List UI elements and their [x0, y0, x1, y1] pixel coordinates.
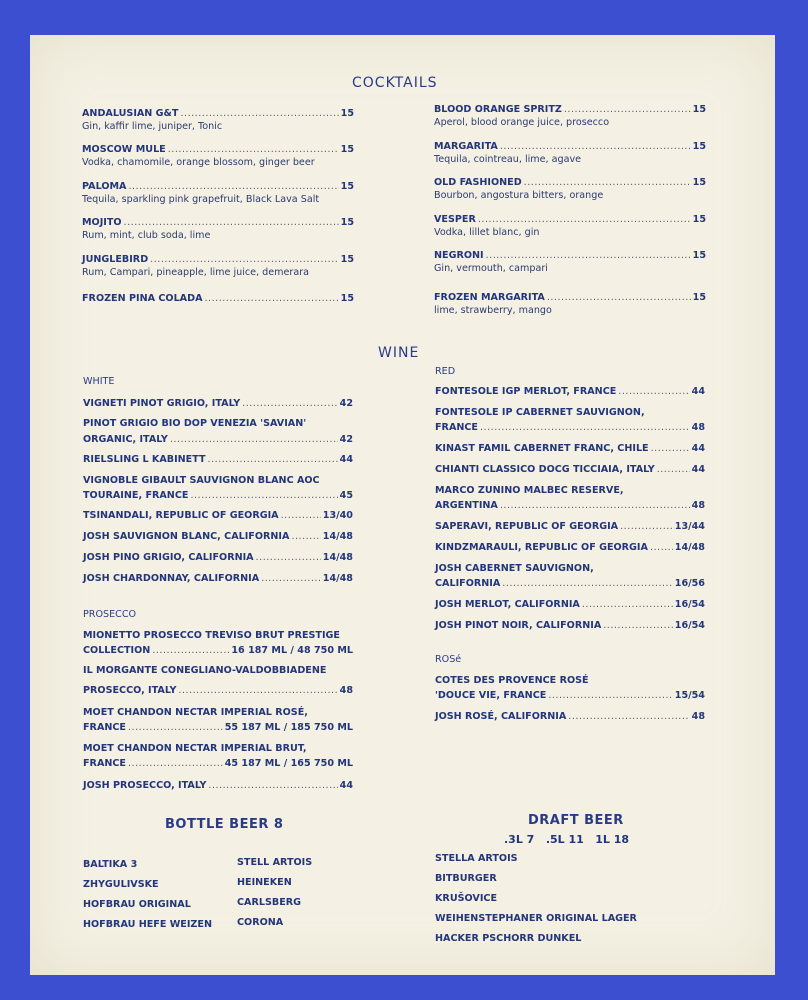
- beer-item: KRUŠOVICE: [435, 893, 498, 904]
- wine-price: 42: [339, 434, 353, 445]
- cocktail-price: 15: [340, 254, 354, 265]
- wine-price: 16/54: [674, 599, 705, 610]
- wine-name: FRANCE: [83, 758, 126, 769]
- menu-page: [30, 35, 775, 975]
- wine-name: CALIFORNIA: [435, 578, 501, 589]
- beer-item: CARLSBERG: [237, 897, 302, 908]
- beer-item: HOFBRAU HEFE WEIZEN: [83, 919, 212, 930]
- red-label: RED: [435, 366, 456, 377]
- cocktail-desc: Tequila, sparkling pink grapefruit, Black Lava Salt: [82, 194, 320, 205]
- cocktail-price: 15: [692, 214, 706, 225]
- cocktail-name: OLD FASHIONED: [434, 177, 522, 188]
- wine-name-line1: PINOT GRIGIO BIO DOP VENEZIA 'SAVIAN': [83, 418, 307, 429]
- beer-item: STELL ARTOIS: [237, 857, 313, 868]
- wine-item: [83, 664, 353, 697]
- wine-item: [83, 742, 353, 770]
- wine-name-line1: COTES DES PROVENCE ROSÉ: [435, 675, 589, 686]
- cocktail-item: [434, 291, 706, 317]
- wine-price: 16/54: [674, 620, 705, 631]
- wine-item: [83, 629, 353, 657]
- cocktail-item: [434, 176, 706, 202]
- cocktail-price: 15: [692, 104, 706, 115]
- wine-item: [83, 530, 353, 543]
- wine-name: FONTESOLE IGP MERLOT, FRANCE: [435, 386, 617, 397]
- cocktail-desc: lime, strawberry, mango: [434, 305, 552, 316]
- cocktail-desc: Aperol, blood orange juice, prosecco: [434, 117, 610, 128]
- wine-name: JOSH PINOT NOIR, CALIFORNIA: [435, 620, 602, 631]
- cocktail-item: [434, 249, 706, 275]
- wine-price: 13/40: [322, 510, 353, 521]
- cocktail-item: [434, 213, 706, 239]
- wine-item: [83, 779, 353, 792]
- wine-name: SAPERAVI, REPUBLIC OF GEORGIA: [435, 521, 619, 532]
- cocktail-name: PALOMA: [82, 181, 127, 192]
- cocktail-item: [82, 292, 354, 305]
- wine-price: 14/48: [322, 573, 353, 584]
- cocktail-item: [82, 216, 354, 242]
- rose-label: ROSé: [435, 654, 462, 665]
- cocktail-price: 15: [340, 108, 354, 119]
- wine-price: 14/48: [322, 531, 353, 542]
- wine-price: 44: [339, 454, 353, 465]
- wine-price: 14/48: [322, 552, 353, 563]
- beer-item: CORONA: [237, 917, 284, 928]
- cocktail-desc: Vodka, chamomile, orange blossom, ginger beer: [82, 157, 315, 168]
- bottle-beer-col2: [237, 853, 387, 933]
- wine-item: [83, 572, 353, 585]
- beer-item: HACKER PSCHORR DUNKEL: [435, 933, 582, 944]
- wine-item: [83, 397, 353, 410]
- wine-name: PROSECCO, ITALY: [83, 685, 177, 696]
- wine-name: 'DOUCE VIE, FRANCE: [435, 690, 547, 701]
- wine-price: 44: [691, 443, 705, 454]
- cocktail-name: MOJITO: [82, 217, 122, 228]
- wine-name: JOSH CHARDONNAY, CALIFORNIA: [83, 573, 260, 584]
- bottle-beer-col1: [83, 855, 233, 935]
- draft-beer-sizes: .3L 7 .5L 11 1L 18: [504, 833, 630, 846]
- wine-name-line1: JOSH CABERNET SAUVIGNON,: [435, 563, 594, 574]
- wine-price: 44: [691, 386, 705, 397]
- cocktail-name: BLOOD ORANGE SPRITZ: [434, 104, 562, 115]
- wine-item: [83, 509, 353, 522]
- cocktail-desc: Gin, kaffir lime, juniper, Tonic: [82, 121, 223, 132]
- wine-item: [83, 706, 353, 734]
- beer-item: BALTIKA 3: [83, 859, 138, 870]
- wine-name: JOSH SAUVIGNON BLANC, CALIFORNIA: [83, 531, 290, 542]
- wine-name: JOSH MERLOT, CALIFORNIA: [435, 599, 580, 610]
- beer-item: ZHYGULIVSKE: [83, 879, 159, 890]
- draft-beer-title: DRAFT BEER: [528, 813, 624, 828]
- wine-item: [435, 484, 705, 512]
- wine-name: RIELSLING L KABINETT: [83, 454, 206, 465]
- wine-name: TOURAINE, FRANCE: [83, 490, 189, 501]
- wine-name: KINDZMARAULI, REPUBLIC OF GEORGIA: [435, 542, 648, 553]
- wine-name: KINAST FAMIL CABERNET FRANC, CHILE: [435, 443, 649, 454]
- wine-price: 16 187 ML / 48 750 ML: [231, 645, 353, 656]
- wine-name: ARGENTINA: [435, 500, 498, 511]
- wine-name: JOSH ROSÉ, CALIFORNIA: [435, 711, 567, 722]
- cocktail-item: [82, 107, 354, 133]
- cocktail-price: 15: [340, 144, 354, 155]
- wine-price: 16/56: [674, 578, 705, 589]
- wine-name-line1: MIONETTO PROSECCO TREVISO BRUT PRESTIGE: [83, 630, 340, 641]
- wine-name: CHIANTI CLASSICO DOCG TICCIAIA, ITALY: [435, 464, 655, 475]
- cocktail-price: 15: [340, 293, 354, 304]
- beer-item: BITBURGER: [435, 873, 497, 884]
- wine-name-line1: MOET CHANDON NECTAR IMPERIAL ROSÉ,: [83, 707, 308, 718]
- wine-name: TSINANDALI, REPUBLIC OF GEORGIA: [83, 510, 279, 521]
- wine-price: 45 187 ML / 165 750 ML: [224, 758, 353, 769]
- beer-item: STELLA ARTOIS: [435, 853, 518, 864]
- wine-price: 48: [691, 500, 705, 511]
- wine-item: [83, 417, 353, 446]
- wine-name: COLLECTION: [83, 645, 151, 656]
- cocktail-name: MARGARITA: [434, 141, 498, 152]
- wine-item: [83, 453, 353, 466]
- bottle-beer-title: BOTTLE BEER 8: [165, 817, 284, 832]
- beer-item: WEIHENSTEPHANER ORIGINAL LAGER: [435, 913, 637, 924]
- cocktail-name: MOSCOW MULE: [82, 144, 166, 155]
- wine-name-line1: VIGNOBLE GIBAULT SAUVIGNON BLANC AOC: [83, 475, 320, 486]
- wine-price: 48: [339, 685, 353, 696]
- cocktail-desc: Rum, Campari, pineapple, lime juice, demerara: [82, 267, 310, 278]
- cocktail-item: [82, 143, 354, 169]
- wine-item: [83, 551, 353, 564]
- wine-item: [435, 674, 705, 702]
- cocktail-price: 15: [692, 177, 706, 188]
- wine-item: [435, 463, 705, 476]
- wine-price: 48: [691, 422, 705, 433]
- wine-price: 45: [339, 490, 353, 501]
- cocktail-desc: Bourbon, angostura bitters, orange: [434, 190, 604, 201]
- wine-price: 48: [691, 711, 705, 722]
- cocktail-price: 15: [692, 292, 706, 303]
- wine-price: 42: [339, 398, 353, 409]
- wine-item: [435, 598, 705, 611]
- wine-item: [435, 710, 705, 723]
- wine-name: FRANCE: [435, 422, 478, 433]
- beer-item: HEINEKEN: [237, 877, 292, 888]
- cocktail-item: [434, 103, 706, 129]
- wine-name: VIGNETI PINOT GRIGIO, ITALY: [83, 398, 241, 409]
- wine-item: [435, 520, 705, 533]
- cocktail-price: 15: [340, 217, 354, 228]
- prosecco-label: PROSECCO: [83, 609, 137, 620]
- wine-price: 44: [339, 780, 353, 791]
- cocktail-name: VESPER: [434, 214, 476, 225]
- wine-name: FRANCE: [83, 722, 126, 733]
- wine-price: 15/54: [674, 690, 705, 701]
- cocktail-desc: Tequila, cointreau, lime, agave: [434, 154, 582, 165]
- wine-price: 44: [691, 464, 705, 475]
- wine-item: [435, 619, 705, 632]
- wine-name-line1: MARCO ZUNINO MALBEC RESERVE,: [435, 485, 624, 496]
- cocktail-desc: Rum, mint, club soda, lime: [82, 230, 211, 241]
- cocktails-title: COCKTAILS: [352, 75, 438, 91]
- cocktail-name: FROZEN PINA COLADA: [82, 293, 203, 304]
- wine-price: 55 187 ML / 185 750 ML: [224, 722, 353, 733]
- cocktail-name: ANDALUSIAN G&T: [82, 108, 179, 119]
- wine-name: JOSH PINO GRIGIO, CALIFORNIA: [83, 552, 254, 563]
- cocktail-price: 15: [340, 181, 354, 192]
- cocktail-name: FROZEN MARGARITA: [434, 292, 545, 303]
- cocktail-desc: Vodka, lillet blanc, gin: [434, 227, 540, 238]
- wine-name-line1: FONTESOLE IP CABERNET SAUVIGNON,: [435, 407, 645, 418]
- cocktail-price: 15: [692, 141, 706, 152]
- cocktail-item: [82, 180, 354, 206]
- wine-price: 13/44: [674, 521, 705, 532]
- wine-item: [435, 442, 705, 455]
- cocktail-name: NEGRONI: [434, 250, 484, 261]
- wine-item: [435, 562, 705, 590]
- white-label: WHITE: [83, 376, 115, 387]
- wine-name: JOSH PROSECCO, ITALY: [83, 780, 207, 791]
- wine-title: WINE: [378, 345, 420, 361]
- wine-item: [435, 406, 705, 434]
- wine-item: [83, 474, 353, 502]
- cocktail-item: [82, 253, 354, 279]
- cocktail-name: JUNGLEBIRD: [82, 254, 149, 265]
- cocktail-price: 15: [692, 250, 706, 261]
- wine-item: [435, 541, 705, 554]
- wine-name: ORGANIC, ITALY: [83, 434, 168, 445]
- wine-name-line1: MOET CHANDON NECTAR IMPERIAL BRUT,: [83, 743, 307, 754]
- wine-item: [435, 385, 705, 398]
- wine-price: 14/48: [674, 542, 705, 553]
- cocktail-item: [434, 140, 706, 166]
- cocktail-desc: Gin, vermouth, campari: [434, 263, 548, 274]
- draft-beer-list: [435, 849, 705, 949]
- wine-name-line1: IL MORGANTE CONEGLIANO-VALDOBBIADENE: [83, 665, 327, 676]
- beer-item: HOFBRAU ORIGINAL: [83, 899, 191, 910]
